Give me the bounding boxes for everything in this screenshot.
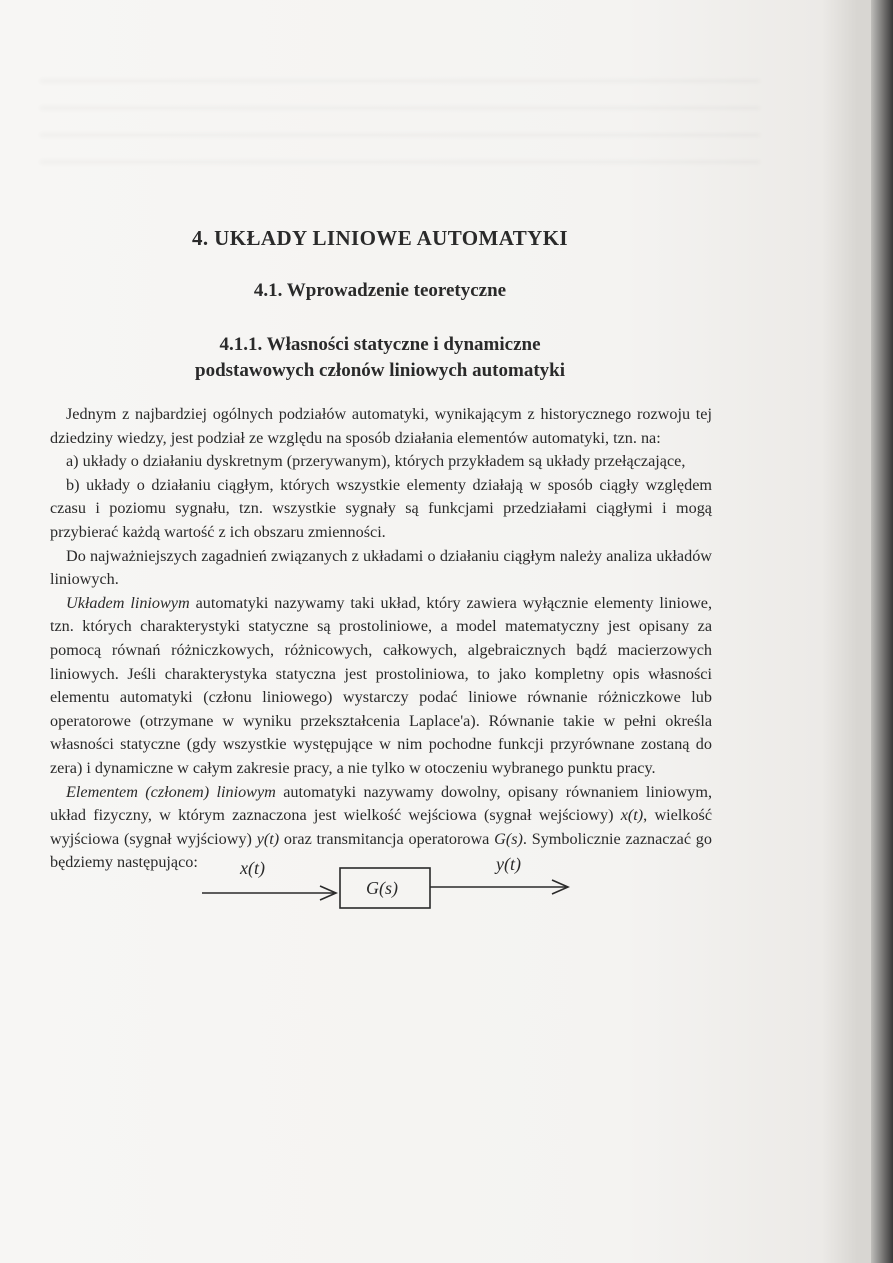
subsection-title-line-1: 4.1.1. Własności statyczne i dynamiczne	[219, 334, 541, 355]
term-linear-system: Układem liniowym	[66, 593, 190, 612]
paragraph-intro: Jednym z najbardziej ogólnych podziałów automatyki, wynikającym z historycznego rozwoju tej dziedziny wiedzy, jest podział ze względu na sposób działania elementów automatyki, tzn. na:	[50, 405, 712, 447]
subsection-title-line-2: podstawowych członów liniowych automatyki	[195, 360, 565, 381]
term-linear-element: Elementem (członem) liniowym	[66, 782, 276, 801]
chapter-title: 4. UKŁADY LINIOWE AUTOMATYKI	[191, 226, 569, 250]
block-label: G(s)	[366, 878, 398, 898]
page-edge-shadow	[871, 0, 893, 1263]
paragraph-linear-system-text: automatyki nazywamy taki układ, który zawiera wyłącznie elementy liniowe, tzn. których charakterystyki statyczne są prostoliniowe, a model matematyczny jest opisany za pomocą równań różniczkowych, różnicowych, całkowych, algebraicznych bądź macierzowych liniowych. Jeśli charakterystyka statyczna jest prostoliniowa, to jako kompletny opis własności elementu automatyki (członu liniowego) wystarczy podać liniowe równanie różniczkowe lub operatorowe (otrzymane w wyniku przekształcenia Laplace'a). Równanie takie w pełni określa własności statyczne (gdy wszystkie występujące w nim pochodne funkcji przyrównane zostaną do zera) i dynamiczne w całym zakresie pracy, a nie tylko w otoczeniu wybranego punktu pracy.	[50, 593, 712, 777]
paragraph-linear-element-text-d: . Symbolicznie zaznaczać go będziemy następująco:	[50, 829, 712, 872]
input-label: x(t)	[240, 858, 265, 878]
body-text	[50, 403, 712, 875]
bleed-through-texture	[40, 60, 760, 180]
paragraph-linear-analysis: Do najważniejszych zagadnień związanych z układami o działaniu ciągłym należy analiza układów liniowych.	[50, 546, 712, 589]
list-item-b: b) układy o działaniu ciągłym, których wszystkie elementy działają w sposób ciągły względem czasu i poziomu sygnału, tzn. wszystkie sygnały są funkcjami przedziałami ciągłymi i mogą przybierać każdą wartość z ich obszaru zmienności.	[50, 475, 712, 541]
paragraph-linear-element-text-b: , wielkość wyjściowa (sygnał wyjściowy)	[50, 806, 712, 848]
paragraph-linear-element-text-c: oraz transmitancja operatorowa	[279, 829, 495, 848]
section-title: 4.1. Wprowadzenie teoretyczne	[253, 280, 507, 301]
block-diagram	[196, 850, 576, 910]
paragraph-linear-system	[50, 592, 712, 781]
symbol-g-s: G(s)	[494, 829, 523, 848]
paragraph-linear-element-text-a: automatyki nazywamy dowolny, opisany równaniem liniowym, układ fizyczny, w którym zaznaczona jest wielkość wejściowa (sygnał wejściowy)	[50, 782, 713, 825]
subsection-title	[110, 332, 650, 384]
list-item-a: a) układy o działaniu dyskretnym (przerywanym), których przykładem są układy przełączające,	[66, 452, 686, 471]
output-label: y(t)	[496, 854, 521, 874]
symbol-y-t: y(t)	[256, 829, 280, 848]
symbol-x-t: x(t)	[620, 806, 644, 825]
